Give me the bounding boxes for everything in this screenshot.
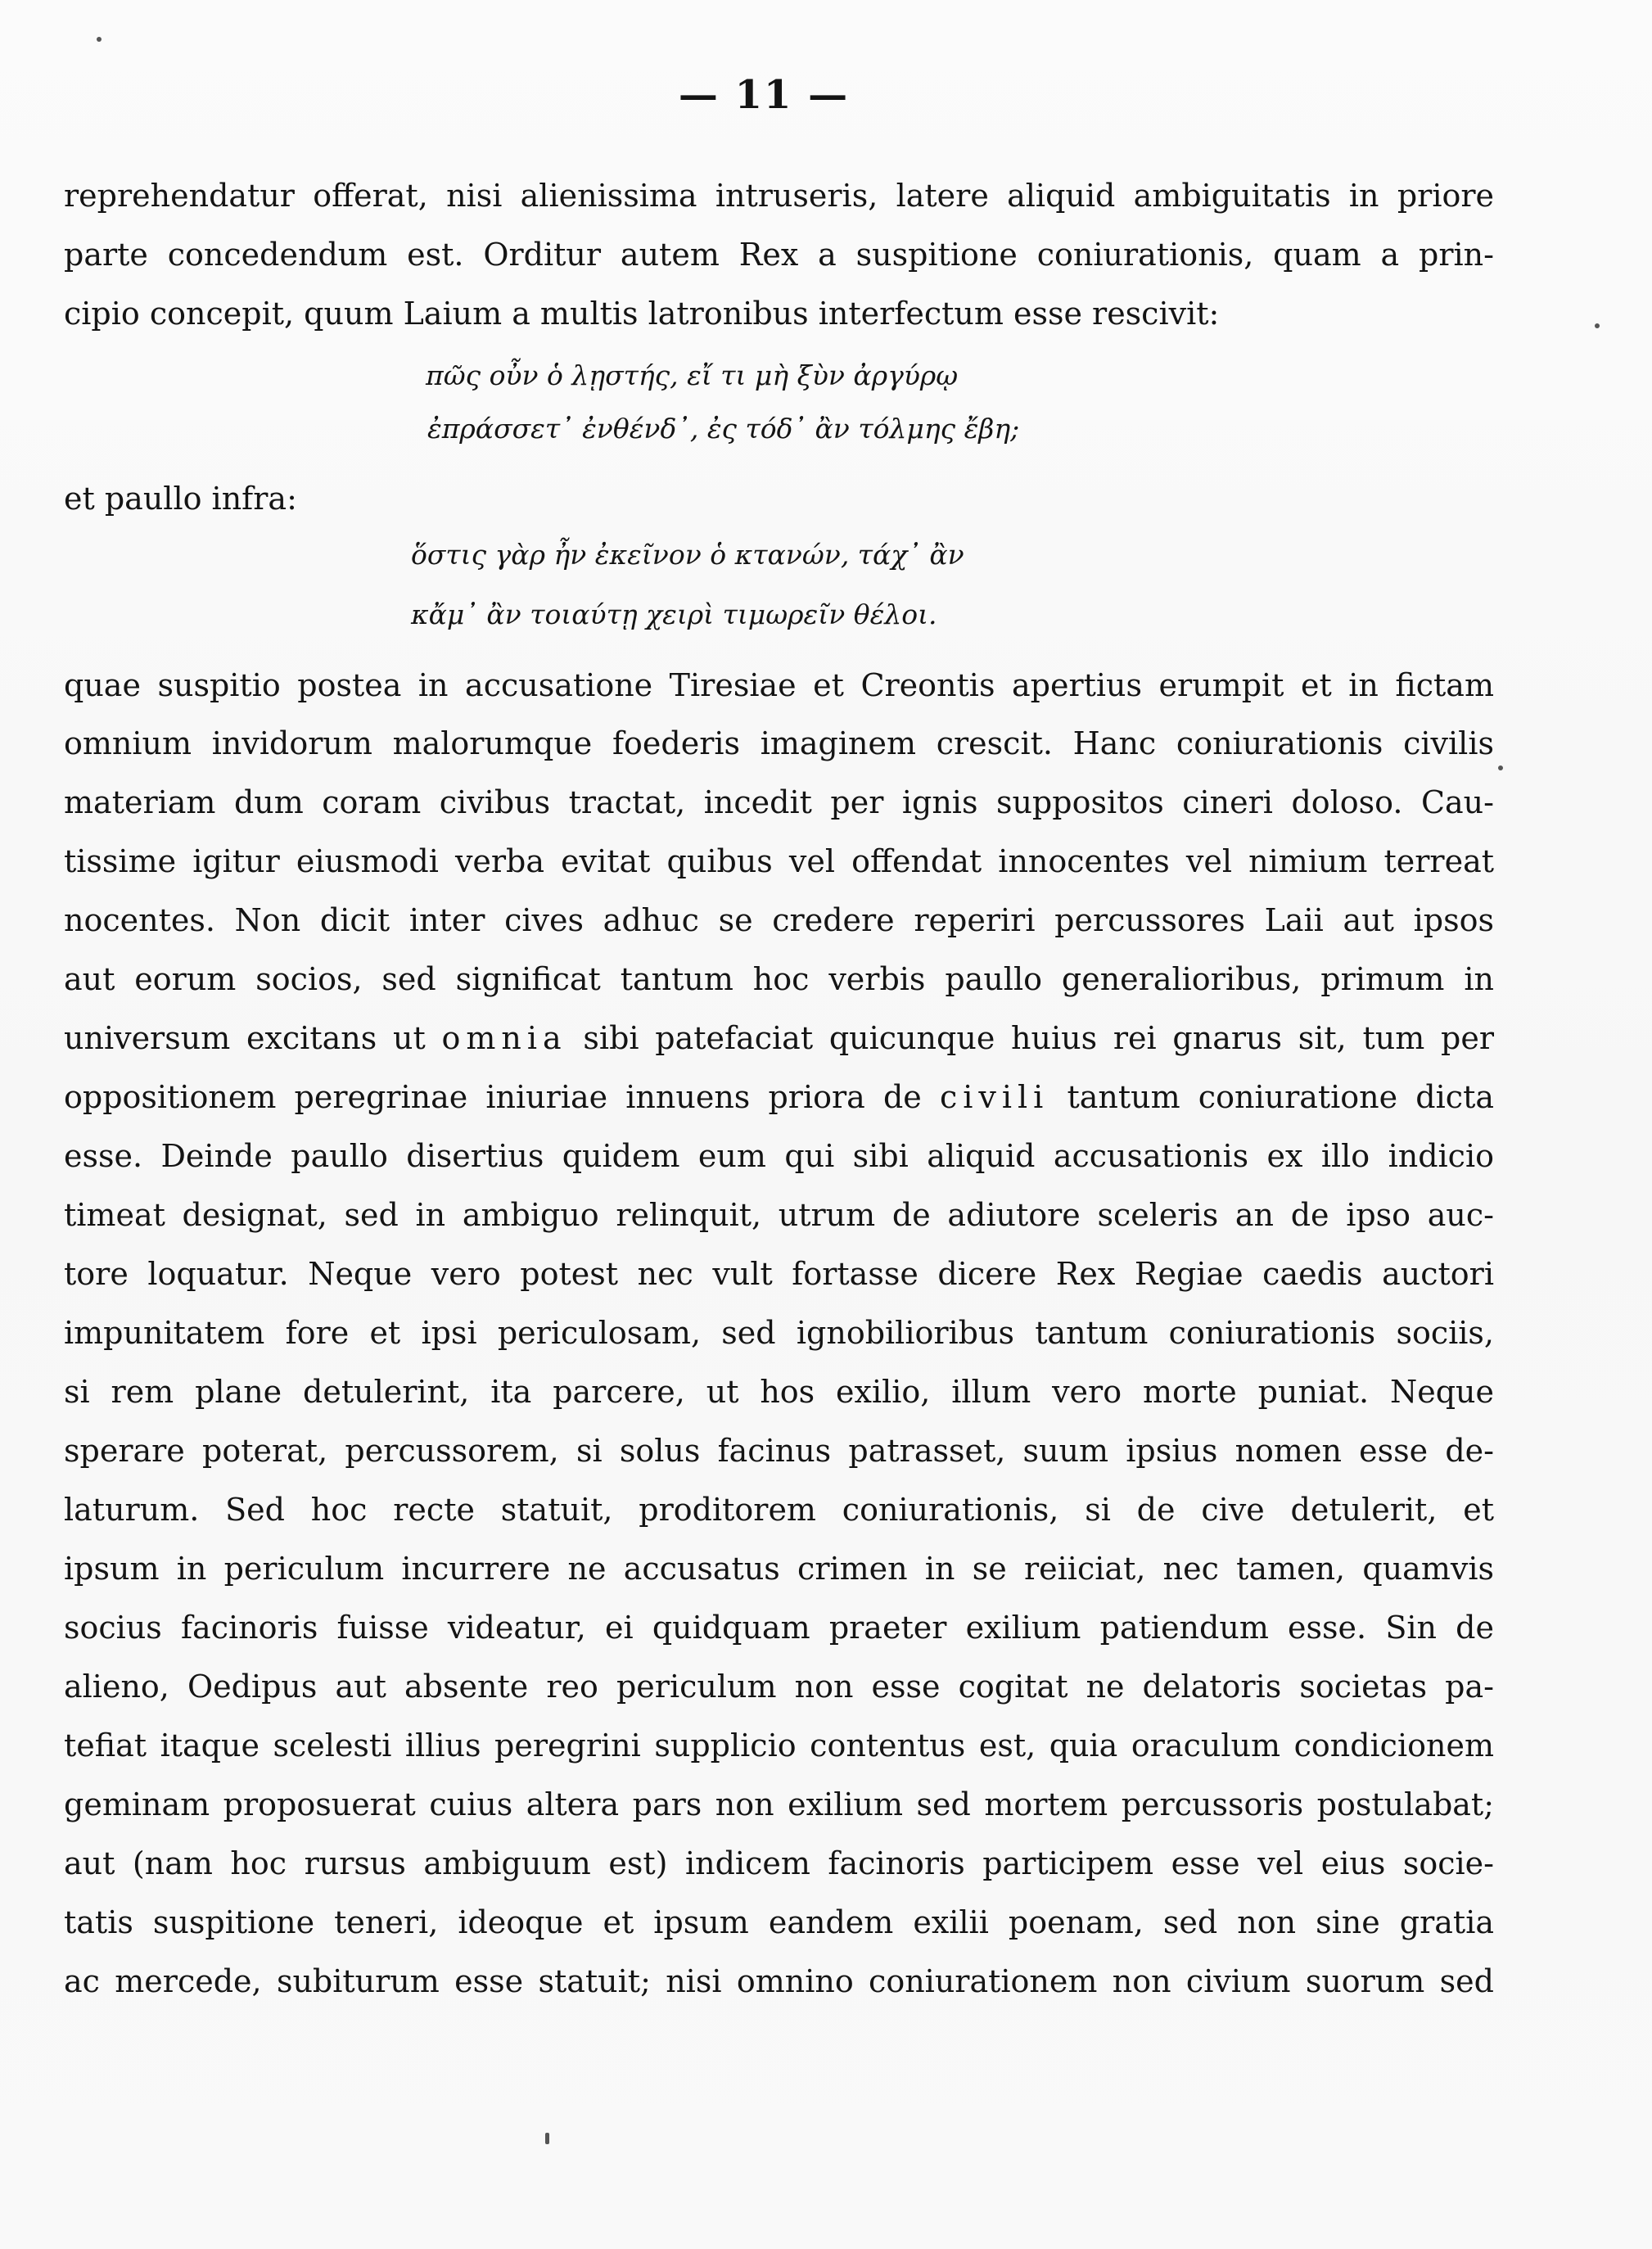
text-line-11-b: sibi patefaciat quicunque huius rei gnarus sit, tum per — [566, 1020, 1494, 1056]
paper-speck — [1595, 323, 1600, 328]
text-line-12 — [64, 1077, 1494, 1117]
text-line-11-a: universum excitans ut — [64, 1020, 442, 1056]
text-line-22: alieno, Oedipus aut absente reo periculum non esse cogitat ne delatoris societas pa- — [64, 1669, 1494, 1705]
text-line-6: omnium invidorum malorumque foederis imaginem crescit. Hanc coniurationis civilis — [64, 725, 1494, 761]
text-line-9: nocentes. Non dicit inter cives adhuc se credere reperiri percussores Laii aut ipsos — [64, 902, 1494, 938]
text-line-3: cipio concepit, quum Laium a multis latronibus interfectum esse rescivit: — [64, 296, 1220, 332]
paper-speck — [97, 37, 102, 42]
text-line-10: aut eorum socios, sed significat tantum hoc verbis paullo generalioribus, primum in — [64, 961, 1494, 997]
text-line-8: tissime igitur eiusmodi verba evitat quibus vel offendat innocentes vel nimium terreat — [64, 843, 1494, 879]
text-line-24: geminam proposuerat cuius altera pars non exilium sed mortem percussoris postulabat; — [64, 1786, 1494, 1822]
text-line-20: ipsum in periculum incurrere ne accusatus crimen in se reiiciat, nec tamen, quamvis — [64, 1551, 1494, 1587]
text-line-21: socius facinoris fuisse videatur, ei quidquam praeter exilium patiendum esse. Sin de — [64, 1610, 1494, 1646]
text-line-7: materiam dum coram civibus tractat, incedit per ignis suppositos cineri doloso. Cau- — [64, 784, 1494, 820]
greek-verse-1: πῶς οὖν ὁ λῃστής, εἴ τι μὴ ξὺν ἀργύρῳ — [426, 359, 959, 391]
text-line-15: tore loquatur. Neque vero potest nec vult fortasse dicere Rex Regiae caedis auctori — [64, 1256, 1494, 1292]
text-line-13: esse. Deinde paullo disertius quidem eum qui sibi aliquid accusationis ex illo indicio — [64, 1138, 1494, 1174]
text-line-1: reprehendatur offerat, nisi alienissima intruseris, latere aliquid ambiguitatis in priore — [64, 178, 1494, 214]
page-number: — 11 — — [678, 72, 850, 118]
text-line-19: laturum. Sed hoc recte statuit, proditorem coniurationis, si de cive detulerit, et — [64, 1492, 1494, 1528]
text-line-23: tefiat itaque scelesti illius peregrini supplicio contentus est, quia oraculum condicionem — [64, 1727, 1494, 1764]
text-line-5: quae suspitio postea in accusatione Tiresiae et Creontis apertius erumpit et in fictam — [64, 667, 1494, 703]
paper-speck — [545, 2133, 549, 2144]
emphasis-civili: civili — [939, 1079, 1049, 1115]
text-line-14: timeat designat, sed in ambiguo relinquit, utrum de adiutore sceleris an de ipso auc- — [64, 1197, 1494, 1233]
text-line-18: sperare poterat, percussorem, si solus facinus patrasset, suum ipsius nomen esse de- — [64, 1433, 1494, 1469]
emphasis-omnia: omnia — [441, 1020, 567, 1056]
text-line-12-b: tantum coniuratione dicta — [1049, 1079, 1494, 1115]
greek-verse-2: ἐπράσσετ᾽ ἐνθένδ᾽, ἐς τόδ᾽ ἂν τόλμης ἔβη; — [427, 413, 1020, 445]
text-line-4: et paullo infra: — [64, 481, 297, 517]
text-line-2: parte concedendum est. Orditur autem Rex a suspitione coniurationis, quam a prin- — [64, 237, 1494, 273]
text-line-17: si rem plane detulerint, ita parcere, ut hos exilio, illum vero morte puniat. Neque — [64, 1374, 1494, 1410]
text-line-25: aut (nam hoc rursus ambiguum est) indicem facinoris participem esse vel eius socie- — [64, 1845, 1494, 1881]
greek-verse-3: ὅστις γὰρ ἦν ἐκεῖνον ὁ κτανών, τάχ᾽ ἂν — [411, 539, 964, 571]
paper-speck — [1498, 765, 1503, 770]
greek-verse-4: κἄμ᾽ ἂν τοιαύτῃ χειρὶ τιμωρεῖν θέλοι. — [411, 598, 937, 630]
text-line-26: tatis suspitione teneri, ideoque et ipsum eandem exilii poenam, sed non sine gratia — [64, 1904, 1494, 1940]
text-line-27: ac mercede, subiturum esse statuit; nisi omnino coniurationem non civium suorum sed — [64, 1963, 1494, 1999]
text-line-11 — [64, 1018, 1494, 1058]
text-line-16: impunitatem fore et ipsi periculosam, sed ignobilioribus tantum coniurationis sociis, — [64, 1315, 1494, 1351]
text-line-12-a: oppositionem peregrinae iniuriae innuens priora de — [64, 1079, 940, 1115]
